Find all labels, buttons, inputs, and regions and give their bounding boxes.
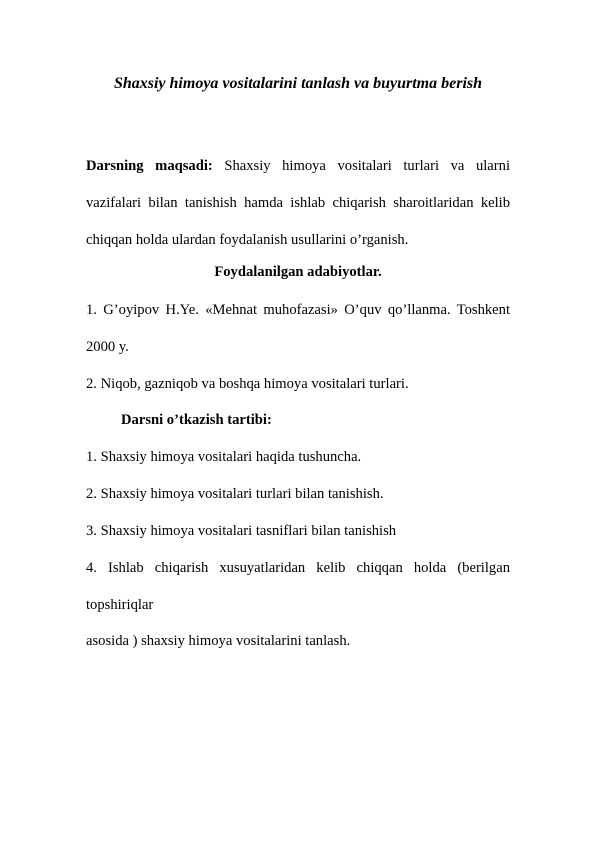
purpose-line-3: chiqqan holda ulardan foydalanish usullarini o’rganish.	[86, 232, 409, 248]
procedure-step-4-line-2: topshiriqlar	[86, 597, 154, 613]
procedure-step-2: 2. Shaxsiy himoya vositalari turlari bilan tanishish.	[86, 486, 384, 502]
purpose-line-1	[86, 156, 510, 176]
reference-item-1-line-2: 2000 y.	[86, 339, 129, 355]
procedure-heading: Darsni o’tkazish tartibi:	[121, 412, 272, 428]
reference-item-2: 2. Niqob, gazniqob va boshqa himoya vositalari turlari.	[86, 376, 409, 392]
procedure-step-3: 3. Shaxsiy himoya vositalari tasniflari bilan tanishish	[86, 523, 397, 539]
procedure-step-4-line-1: 4. Ishlab chiqarish xusuyatlaridan kelib chiqqan holda (berilgan	[86, 560, 510, 576]
purpose-line-2: vazifalari bilan tanishish hamda ishlab chiqarish sharoitlaridan kelib	[86, 195, 510, 211]
purpose-text: Shaxsiy himoya vositalari turlari va ularni	[224, 158, 510, 174]
purpose-label: Darsning maqsadi:	[86, 158, 213, 174]
reference-item-1-line-1: 1. G’oyipov H.Ye. «Mehnat muhofazasi» O’quv qo’llanma. Toshkent	[86, 302, 510, 318]
document-title: Shaxsiy himoya vositalarini tanlash va buyurtma berish	[113, 75, 483, 92]
references-heading: Foydalanilgan adabiyotlar.	[214, 264, 382, 280]
procedure-step-1: 1. Shaxsiy himoya vositalari haqida tushuncha.	[86, 449, 362, 465]
procedure-step-4-line-3: asosida ) shaxsiy himoya vositalarini tanlash.	[86, 633, 351, 649]
